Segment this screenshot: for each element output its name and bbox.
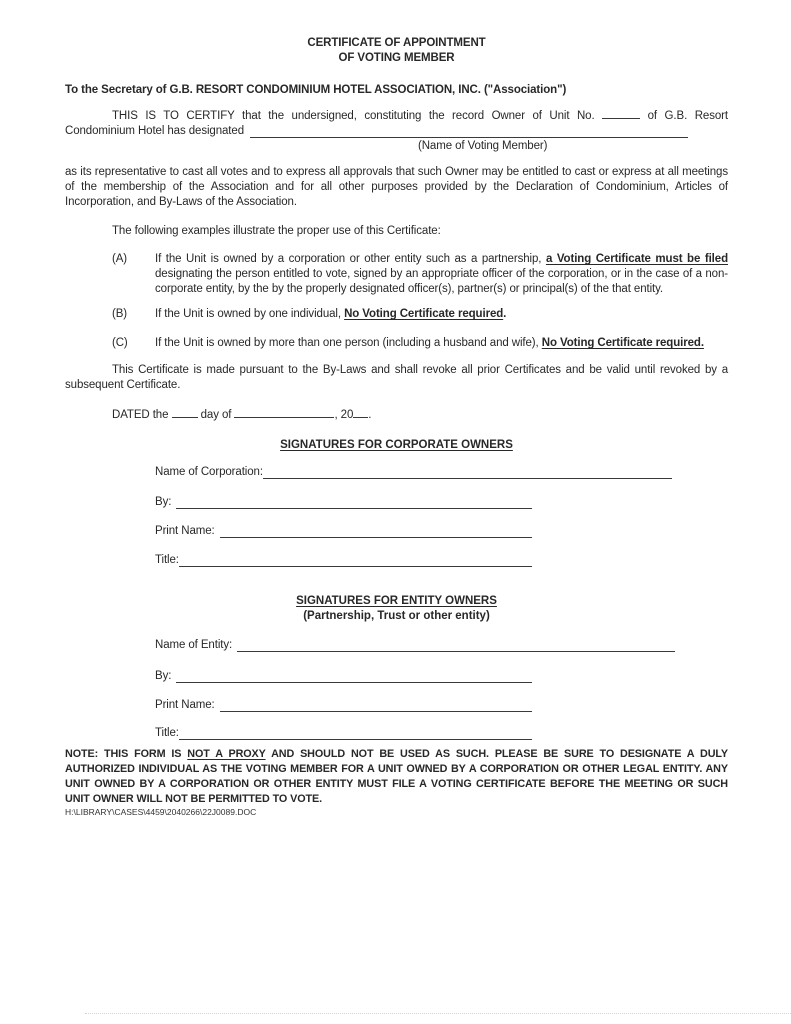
doc-title-line1: CERTIFICATE OF APPOINTMENT (307, 37, 486, 49)
example-c-pre: If the Unit is owned by more than one person (including a husband and wife), (155, 337, 539, 349)
dated-text-2: day of (200, 409, 232, 421)
entity-name-line (237, 638, 675, 652)
example-a-pre: If the Unit is owned by a corporation or other entity such as a partnership, (155, 253, 542, 265)
certify-line1-post: of G.B. Resort (647, 110, 728, 122)
dated-line (112, 406, 728, 423)
corporate-title-label: Title: (155, 554, 179, 566)
corporate-by-line (176, 495, 532, 509)
note-post: AND SHOULD NOT BE USED AS SUCH. PLEASE BE SURE TO DESIGNATE A DULY AUTHORIZED INDIVIDUAL AS THE VOTING MEMBER FOR A UNIT OWNED BY A CORPORATION OR OTHER LEGAL ENTITY. ANY UNIT OWNED BY A CORPORATION OR OTHER ENTITY MUST FILE A VOTING CERTIFICATE BEFORE THE MEETING OR SUCH UNIT OWNER WILL NOT BE PERMITTED TO VOTE. (65, 748, 728, 805)
example-c-emphasis: No Voting Certificate required. (541, 337, 704, 349)
example-item-c (112, 336, 728, 351)
day-blank (172, 406, 198, 418)
corporate-by-label: By: (155, 496, 172, 508)
file-path: H:\LIBRARY\CASES\4459\2040266\22J0089.DOC (65, 807, 257, 817)
month-blank (234, 406, 334, 418)
doc-title (65, 36, 728, 66)
representative-paragraph: as its representative to cast all votes and to express all approvals that such Owner may be entitled to cast or express at all meetings of the membership of the Association and for all other purposes provided by the Declaration of Condominium, Articles of Incorporation, and By-Laws of the Association. (65, 166, 728, 208)
entity-signatures-subheading: (Partnership, Trust or other entity) (303, 610, 490, 622)
corporation-name-label: Name of Corporation: (155, 466, 263, 478)
corporate-signatures-heading: SIGNATURES FOR CORPORATE OWNERS (280, 439, 513, 451)
note-underlined: NOT A PROXY (187, 748, 266, 760)
example-label-a: (A) (112, 253, 128, 265)
certify-line1-pre: THIS IS TO CERTIFY that the undersigned, constituting the record Owner of Unit No. (112, 110, 595, 122)
dated-text-3: , 20 (334, 409, 354, 421)
addressee-line: To the Secretary of G.B. RESORT CONDOMINIUM HOTEL ASSOCIATION, INC. ("Association") (65, 84, 567, 96)
entity-title-label: Title: (155, 727, 179, 739)
corporate-print-name-line (220, 524, 532, 538)
certify-paragraph (65, 107, 728, 154)
example-label-b: (B) (112, 308, 128, 320)
example-text-c (155, 336, 728, 351)
certify-line2 (65, 124, 728, 139)
entity-title-line (179, 726, 532, 740)
entity-print-name-line (220, 698, 532, 712)
entity-title-row (155, 726, 532, 741)
corporation-name-line (263, 465, 672, 479)
example-item-b (112, 307, 728, 322)
corporate-title-row (155, 553, 532, 568)
example-label-c: (C) (112, 337, 128, 349)
corporate-by-row (155, 495, 532, 510)
entity-by-label: By: (155, 670, 172, 682)
certify-line1 (65, 107, 728, 124)
entity-print-name-label: Print Name: (155, 699, 215, 711)
example-item-a (112, 252, 728, 297)
doc-title-line2: OF VOTING MEMBER (338, 52, 455, 64)
example-b-pre: If the Unit is owned by one individual, (155, 308, 341, 320)
year-blank (353, 406, 368, 418)
entity-signatures-heading: SIGNATURES FOR ENTITY OWNERS (296, 595, 497, 607)
entity-name-row (155, 638, 675, 653)
entity-name-label: Name of Entity: (155, 639, 233, 651)
example-text-b (155, 307, 728, 322)
entity-print-name-row (155, 698, 532, 713)
note-paragraph (65, 747, 728, 807)
corporate-title-line (179, 553, 532, 567)
revocation-paragraph: This Certificate is made pursuant to the By-Laws and shall revoke all prior Certificates and be valid until revoked by a subsequent Certificate. (65, 364, 728, 391)
dated-text-4: . (368, 409, 372, 421)
example-b-post: . (503, 308, 507, 320)
entity-by-row (155, 669, 532, 684)
corporate-print-name-label: Print Name: (155, 525, 215, 537)
example-a-emphasis: a Voting Certificate must be filed (545, 253, 728, 265)
examples-intro: The following examples illustrate the proper use of this Certificate: (112, 225, 441, 237)
name-caption: (Name of Voting Member) (418, 140, 548, 152)
example-text-a (155, 252, 728, 297)
example-a-post: designating the person entitled to vote, signed by an appropriate officer of the corporation, or in the case of a non-corporate entity, by the by the properly designated officer(s), partner(s) or principal(s) of the that entity. (155, 268, 728, 295)
scan-artifact-line (85, 1013, 791, 1014)
designated-name-blank (250, 124, 688, 138)
entity-by-line (176, 669, 532, 683)
certify-line2-text: Condominium Hotel has designated (65, 125, 244, 137)
example-b-emphasis: No Voting Certificate required (344, 308, 504, 320)
dated-text-1: DATED the (112, 409, 169, 421)
corporate-print-name-row (155, 524, 532, 539)
note-pre: NOTE: THIS FORM IS (65, 748, 182, 760)
corporation-name-row (155, 465, 672, 480)
unit-number-blank (602, 107, 640, 119)
